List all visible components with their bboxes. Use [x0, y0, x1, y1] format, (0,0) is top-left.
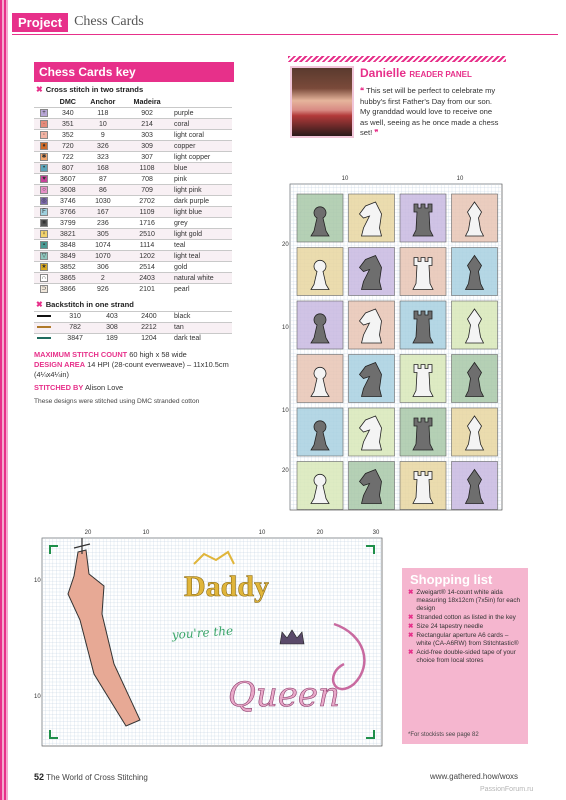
quote-close-icon: ❞	[374, 128, 379, 137]
anchor-code: 306	[82, 262, 124, 273]
dmc-code: 3847	[54, 333, 96, 344]
key-row	[34, 119, 232, 130]
madeira-code: 2514	[124, 262, 170, 273]
symbol-swatch: ♀	[41, 231, 47, 237]
daddy-word: Daddy	[184, 570, 270, 603]
anchor-code: 1030	[82, 196, 124, 207]
anchor-code: 305	[82, 229, 124, 240]
page-header	[12, 12, 144, 32]
backstitch-table	[34, 311, 232, 345]
page-number: 52	[34, 772, 45, 782]
watermark: PassionForum.ru	[480, 786, 534, 793]
thread-note: These designs were stitched using DMC stranded cotton	[34, 398, 200, 405]
symbol-swatch: ∩	[41, 275, 47, 281]
dmc-code: 720	[54, 141, 82, 152]
backstitch-line	[37, 326, 51, 328]
dmc-code: 310	[54, 311, 96, 322]
backstitch-line	[37, 315, 51, 317]
anchor-code: 926	[82, 284, 124, 295]
key-row	[34, 196, 232, 207]
cross-icon: ✖	[408, 614, 414, 621]
madeira-code: 2212	[128, 322, 170, 333]
tick-label-left: 20	[282, 468, 289, 474]
dmc-code: 722	[54, 152, 82, 163]
anchor-code: 403	[96, 311, 128, 322]
backstitch-row	[34, 311, 232, 322]
madeira-code: 214	[124, 119, 170, 130]
colour-name: coral	[170, 119, 232, 130]
dmc-code: 3607	[54, 174, 82, 185]
madeira-code: 2510	[124, 229, 170, 240]
dmc-code: 3799	[54, 218, 82, 229]
colour-name: natural white	[170, 273, 232, 284]
cross-icon: ✖	[36, 85, 43, 94]
symbol-swatch: F	[40, 208, 48, 216]
anchor-code: 323	[82, 152, 124, 163]
madeira-code: 1202	[124, 251, 170, 262]
symbol-swatch: +	[40, 109, 48, 117]
key-title: Chess Cards key	[34, 62, 234, 82]
symbol-swatch: ♦	[40, 142, 48, 150]
dmc-code: 807	[54, 163, 82, 174]
colour-name: tan	[170, 322, 232, 333]
madeira-code: 307	[124, 152, 170, 163]
key-row	[34, 185, 232, 196]
madeira-code: 309	[124, 141, 170, 152]
tick-label-top: 10	[341, 176, 349, 182]
madeira-code: 709	[124, 185, 170, 196]
symbol-swatch: ♥	[40, 175, 48, 183]
shopping-items	[402, 589, 528, 665]
dmc-code: 351	[54, 119, 82, 130]
anchor-code: 86	[82, 185, 124, 196]
script-text: you're the	[171, 623, 234, 642]
queen-chart	[34, 524, 384, 750]
reader-panel	[288, 56, 506, 146]
key-row	[34, 218, 232, 229]
shopping-item: ✖ Rectangular aperture A6 cards – white (CA-A6RW) from Stitchtastic®	[408, 632, 519, 647]
anchor-code: 87	[82, 174, 124, 185]
dmc-code: 3848	[54, 240, 82, 251]
key-row	[34, 130, 232, 141]
colour-name: light copper	[170, 152, 232, 163]
madeira-code: 1114	[124, 240, 170, 251]
backstitch-row	[34, 322, 232, 333]
reader-quote: ❝ This set will be perfect to celebrate my hubby's first Father's Day from our son. My granddad would love to receive one as well, seeing as he once made a chess set! ❞	[360, 86, 499, 137]
tick-label-left: 10	[34, 578, 41, 584]
colour-name: blue	[170, 163, 232, 174]
symbol-swatch: ✱	[41, 154, 47, 160]
madeira-code: 2101	[124, 284, 170, 295]
queen-word: Queen	[228, 675, 340, 715]
madeira-code: 1109	[124, 207, 170, 218]
madeira-code: 708	[124, 174, 170, 185]
key-row	[34, 108, 232, 119]
symbol-swatch: ◦	[40, 131, 48, 139]
key-row	[34, 229, 232, 240]
colour-name: purple	[170, 108, 232, 119]
symbol-swatch: ◎	[41, 198, 47, 204]
cross-icon: ✖	[408, 589, 414, 596]
anchor-code: 2	[82, 273, 124, 284]
dmc-code: 3821	[54, 229, 82, 240]
key-row	[34, 240, 232, 251]
panel-stripe	[288, 56, 506, 62]
symbol-swatch: ·	[40, 120, 48, 128]
dmc-code: 3865	[54, 273, 82, 284]
anchor-code: 308	[96, 322, 128, 333]
tick-label-left: 10	[34, 694, 41, 700]
key-row	[34, 174, 232, 185]
madeira-code: 1108	[124, 163, 170, 174]
cross-icon: ✖	[408, 623, 414, 630]
tick-label-left: 10	[282, 408, 289, 414]
madeira-code: 1716	[124, 218, 170, 229]
symbol-swatch: ▪	[40, 241, 48, 249]
madeira-code: 1204	[128, 333, 170, 344]
footer-left	[34, 772, 148, 782]
tick-label-left: 10	[282, 325, 289, 331]
colour-name: grey	[170, 218, 232, 229]
dmc-code: 3866	[54, 284, 82, 295]
key-row	[34, 163, 232, 174]
colour-name: pearl	[170, 284, 232, 295]
key-row	[34, 251, 232, 262]
tick-label-top: 10	[258, 530, 266, 536]
anchor-code: 168	[82, 163, 124, 174]
colour-name: light pink	[170, 185, 232, 196]
colour-name: black	[170, 311, 232, 322]
anchor-code: 1070	[82, 251, 124, 262]
anchor-code: 118	[82, 108, 124, 119]
page-title: Chess Cards	[74, 14, 144, 29]
cross-icon: ✖	[36, 299, 43, 309]
side-strip	[0, 0, 8, 800]
cross-icon: ✖	[408, 632, 414, 639]
madeira-code: 2403	[124, 273, 170, 284]
symbol-swatch: ■	[40, 219, 48, 227]
colour-name: light teal	[170, 251, 232, 262]
madeira-code: 2400	[128, 311, 170, 322]
cross-stitch-heading: ✖ Cross stitch in two strands	[36, 85, 144, 94]
key-row	[34, 141, 232, 152]
key-row	[34, 262, 232, 273]
dmc-code: 3746	[54, 196, 82, 207]
dmc-code: 352	[54, 130, 82, 141]
chart-key	[34, 62, 234, 405]
dmc-code: 782	[54, 322, 96, 333]
col-anchor: Anchor	[90, 97, 116, 106]
anchor-code: 189	[96, 333, 128, 344]
avatar	[290, 66, 354, 138]
cross-stitch-table	[34, 96, 232, 295]
symbol-swatch: ○	[40, 186, 48, 194]
cross-icon: ✖	[408, 649, 414, 656]
tick-label-top: 30	[372, 530, 380, 536]
section-tag: Project	[12, 13, 68, 32]
col-madeira: Madeira	[133, 97, 161, 106]
key-row	[34, 207, 232, 218]
shopping-list	[402, 568, 528, 744]
anchor-code: 167	[82, 207, 124, 218]
key-row	[34, 273, 232, 284]
header-rule	[12, 34, 558, 35]
colour-name: light coral	[170, 130, 232, 141]
symbol-swatch: ★	[41, 264, 47, 270]
shopping-item: ✖ Size 24 tapestry needle	[408, 623, 484, 630]
anchor-code: 9	[82, 130, 124, 141]
dmc-code: 3852	[54, 262, 82, 273]
colour-name: teal	[170, 240, 232, 251]
colour-name: copper	[170, 141, 232, 152]
key-row	[34, 152, 232, 163]
colour-name: light blue	[170, 207, 232, 218]
stockists-note: *For stockists see page 82	[408, 732, 479, 738]
col-dmc: DMC	[59, 97, 76, 106]
shopping-item: ✖ Acid-free double-sided tape of your choice from local stores	[408, 649, 516, 664]
dmc-code: 3849	[54, 251, 82, 262]
anchor-code: 326	[82, 141, 124, 152]
tick-label-top: 10	[456, 176, 464, 182]
dmc-code: 3608	[54, 185, 82, 196]
anchor-code: 10	[82, 119, 124, 130]
publication-name: The World of Cross Stitching	[46, 773, 148, 782]
anchor-code: 236	[82, 218, 124, 229]
symbol-swatch: •	[40, 164, 48, 172]
shopping-item: ✖ Stranded cotton as listed in the key	[408, 614, 516, 621]
tick-label-top: 20	[316, 530, 324, 536]
madeira-code: 902	[124, 108, 170, 119]
dmc-code: 340	[54, 108, 82, 119]
colour-name: pink	[170, 174, 232, 185]
key-row	[34, 284, 232, 295]
symbol-swatch: ⊃	[41, 286, 47, 293]
backstitch-heading: ✖ Backstitch in one strand	[36, 299, 134, 309]
symbol-swatch: ▽	[41, 253, 47, 259]
tick-label-top: 20	[84, 530, 92, 536]
stitch-info: MAXIMUM STITCH COUNT 60 high x 58 wide DESIGN AREA 14 HPI (28-count evenweave) – 11x10.5cm (4¼x4¼in) STITCHED BY Alison Love	[34, 350, 229, 392]
colour-name: dark purple	[170, 196, 232, 207]
chess-pieces-chart	[282, 172, 504, 512]
dmc-code: 3766	[54, 207, 82, 218]
colour-name: dark teal	[170, 333, 232, 344]
shopping-title: Shopping list	[410, 572, 493, 587]
tick-label-left: 20	[282, 242, 289, 248]
colour-name: light gold	[170, 229, 232, 240]
backstitch-row	[34, 333, 232, 344]
colour-name: gold	[170, 262, 232, 273]
quote-open-icon: ❝	[360, 86, 365, 95]
footer-url: www.gathered.how/woxs	[430, 772, 519, 781]
madeira-code: 303	[124, 130, 170, 141]
tick-label-top: 10	[142, 530, 150, 536]
backstitch-line	[37, 337, 51, 339]
shopping-item: ✖ Zweigart® 14-count white aida measuring 18x12cm (7x5in) for each design	[408, 589, 521, 612]
reader-name: Danielle READER PANEL	[360, 66, 472, 80]
madeira-code: 2702	[124, 196, 170, 207]
anchor-code: 1074	[82, 240, 124, 251]
